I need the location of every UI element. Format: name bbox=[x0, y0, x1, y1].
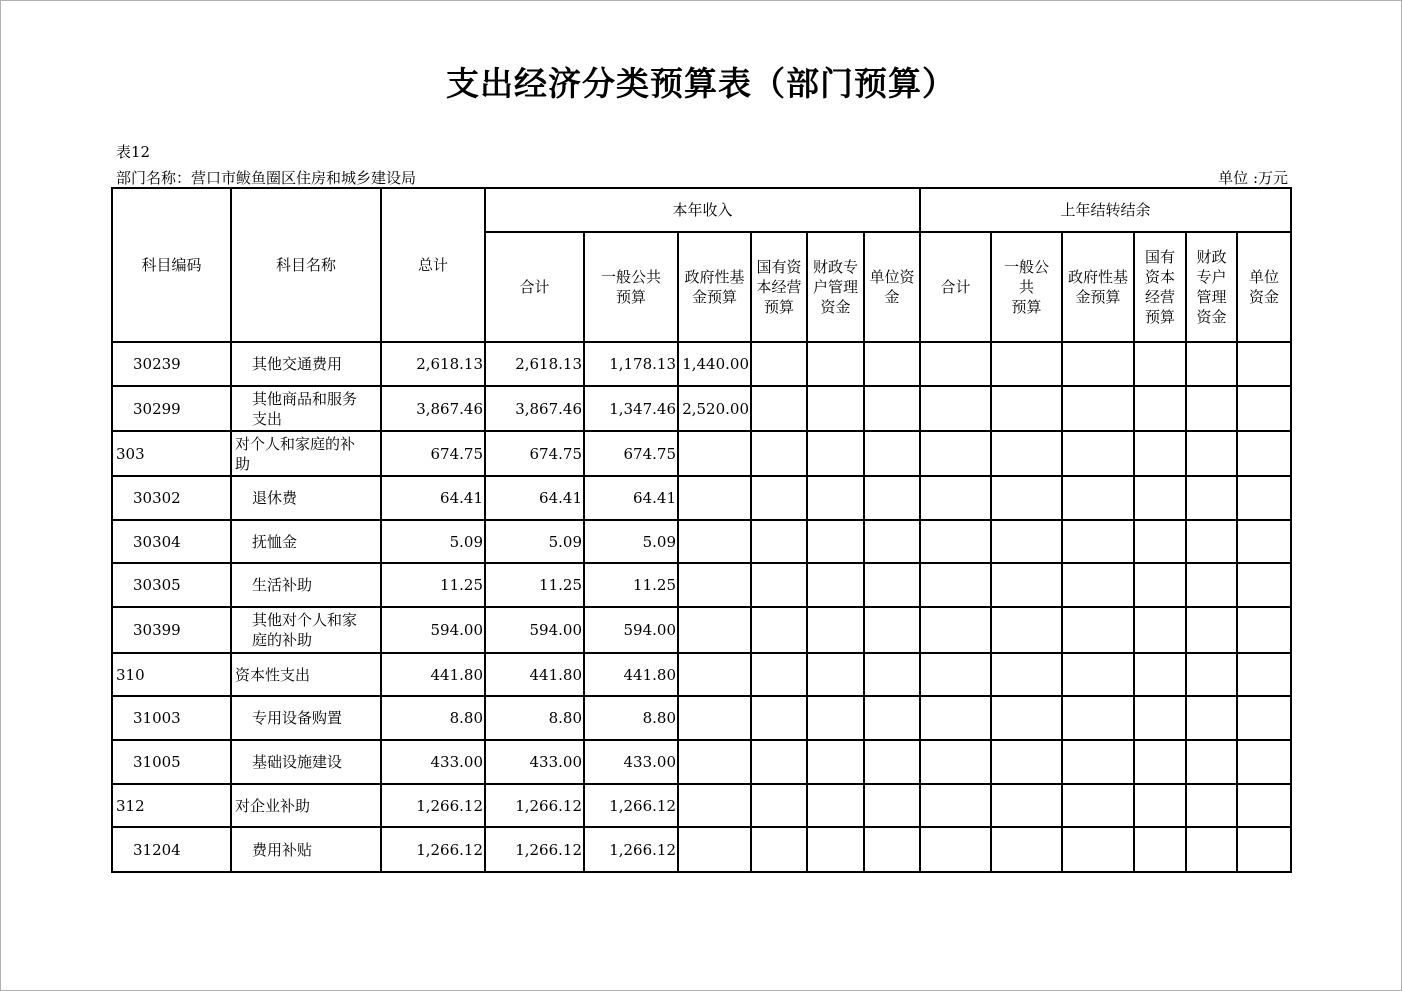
cell-empty bbox=[1237, 784, 1291, 827]
cell-current-fund bbox=[678, 827, 751, 872]
cell-empty bbox=[864, 696, 920, 740]
table-row bbox=[112, 563, 1291, 607]
cell-name: 资本性支出 bbox=[231, 653, 381, 696]
cell-empty bbox=[991, 784, 1062, 827]
cell-empty bbox=[920, 784, 991, 827]
cell-total: 8.80 bbox=[381, 696, 485, 740]
table-row bbox=[112, 607, 1291, 653]
cell-empty bbox=[920, 607, 991, 653]
cell-empty bbox=[1134, 342, 1186, 386]
header-current-year: 本年收入 bbox=[485, 188, 920, 232]
cell-code: 310 bbox=[112, 653, 231, 696]
cell-total: 441.80 bbox=[381, 653, 485, 696]
header-code: 科目编码 bbox=[112, 188, 231, 342]
cell-total: 64.41 bbox=[381, 476, 485, 520]
cell-empty bbox=[1134, 784, 1186, 827]
cell-current-fund bbox=[678, 431, 751, 476]
cell-total: 11.25 bbox=[381, 563, 485, 607]
cell-current-fund bbox=[678, 696, 751, 740]
cell-current-general: 433.00 bbox=[584, 740, 678, 784]
cell-empty bbox=[1186, 653, 1237, 696]
cell-name: 其他交通费用 bbox=[231, 342, 381, 386]
cell-code: 30399 bbox=[112, 607, 231, 653]
cell-name: 其他对个人和家 庭的补助 bbox=[231, 607, 381, 653]
cell-empty bbox=[1186, 563, 1237, 607]
header-prev-col: 财政 专户 管理 资金 bbox=[1186, 232, 1237, 342]
cell-code: 303 bbox=[112, 431, 231, 476]
header-prev-col: 国有 资本 经营 预算 bbox=[1134, 232, 1186, 342]
header-prev-col: 政府性基 金预算 bbox=[1062, 232, 1134, 342]
cell-current-general: 1,347.46 bbox=[584, 386, 678, 431]
cell-empty bbox=[807, 784, 864, 827]
cell-empty bbox=[1237, 386, 1291, 431]
cell-code: 30299 bbox=[112, 386, 231, 431]
cell-empty bbox=[1062, 696, 1134, 740]
cell-empty bbox=[1062, 386, 1134, 431]
cell-empty bbox=[864, 342, 920, 386]
cell-empty bbox=[1134, 740, 1186, 784]
header-current-col: 合计 bbox=[485, 232, 584, 342]
header-current-col: 一般公共 预算 bbox=[584, 232, 678, 342]
cell-empty bbox=[1062, 476, 1134, 520]
header-current-col: 政府性基 金预算 bbox=[678, 232, 751, 342]
cell-current-fund bbox=[678, 653, 751, 696]
cell-empty bbox=[1062, 607, 1134, 653]
cell-empty bbox=[1062, 827, 1134, 872]
cell-empty bbox=[864, 740, 920, 784]
cell-empty bbox=[920, 476, 991, 520]
cell-empty bbox=[1062, 431, 1134, 476]
cell-empty bbox=[864, 563, 920, 607]
cell-empty bbox=[751, 563, 807, 607]
cell-current-total: 433.00 bbox=[485, 740, 584, 784]
cell-empty bbox=[920, 520, 991, 563]
cell-empty bbox=[1134, 563, 1186, 607]
cell-empty bbox=[1134, 607, 1186, 653]
cell-current-general: 64.41 bbox=[584, 476, 678, 520]
cell-empty bbox=[1186, 386, 1237, 431]
cell-current-general: 674.75 bbox=[584, 431, 678, 476]
cell-empty bbox=[751, 740, 807, 784]
cell-empty bbox=[920, 653, 991, 696]
cell-empty bbox=[1237, 476, 1291, 520]
cell-empty bbox=[1134, 696, 1186, 740]
cell-current-fund bbox=[678, 784, 751, 827]
cell-code: 312 bbox=[112, 784, 231, 827]
cell-current-general: 1,178.13 bbox=[584, 342, 678, 386]
cell-empty bbox=[1134, 520, 1186, 563]
cell-empty bbox=[991, 563, 1062, 607]
cell-empty bbox=[1062, 740, 1134, 784]
cell-empty bbox=[991, 386, 1062, 431]
cell-current-total: 64.41 bbox=[485, 476, 584, 520]
budget-table bbox=[111, 187, 1292, 873]
cell-total: 1,266.12 bbox=[381, 827, 485, 872]
table-row bbox=[112, 386, 1291, 431]
cell-empty bbox=[751, 386, 807, 431]
table-row bbox=[112, 784, 1291, 827]
table-number: 表12 bbox=[116, 143, 151, 161]
cell-empty bbox=[1186, 476, 1237, 520]
unit-label: 单位 :万元 bbox=[1218, 169, 1288, 187]
cell-empty bbox=[1237, 607, 1291, 653]
cell-current-total: 674.75 bbox=[485, 431, 584, 476]
cell-empty bbox=[920, 827, 991, 872]
cell-empty bbox=[920, 342, 991, 386]
cell-empty bbox=[864, 386, 920, 431]
cell-current-fund bbox=[678, 607, 751, 653]
cell-current-general: 594.00 bbox=[584, 607, 678, 653]
cell-current-fund bbox=[678, 476, 751, 520]
header-prev-col: 一般公 共 预算 bbox=[991, 232, 1062, 342]
table-row bbox=[112, 696, 1291, 740]
cell-current-general: 5.09 bbox=[584, 520, 678, 563]
cell-empty bbox=[991, 520, 1062, 563]
department-label: 部门名称：营口市鲅鱼圈区住房和城乡建设局 bbox=[116, 169, 417, 187]
cell-name: 对个人和家庭的补 助 bbox=[231, 431, 381, 476]
cell-total: 3,867.46 bbox=[381, 386, 485, 431]
cell-empty bbox=[1186, 696, 1237, 740]
cell-name: 费用补贴 bbox=[231, 827, 381, 872]
cell-empty bbox=[1186, 342, 1237, 386]
cell-current-general: 1,266.12 bbox=[584, 784, 678, 827]
cell-empty bbox=[751, 520, 807, 563]
header-prev-col: 单位 资金 bbox=[1237, 232, 1291, 342]
cell-empty bbox=[807, 607, 864, 653]
cell-empty bbox=[1237, 342, 1291, 386]
cell-total: 433.00 bbox=[381, 740, 485, 784]
header-current-col: 国有资 本经营 预算 bbox=[751, 232, 807, 342]
cell-empty bbox=[1134, 386, 1186, 431]
cell-current-general: 1,266.12 bbox=[584, 827, 678, 872]
cell-empty bbox=[864, 607, 920, 653]
cell-code: 30302 bbox=[112, 476, 231, 520]
cell-total: 2,618.13 bbox=[381, 342, 485, 386]
cell-empty bbox=[864, 431, 920, 476]
cell-empty bbox=[751, 827, 807, 872]
cell-empty bbox=[807, 431, 864, 476]
cell-empty bbox=[920, 696, 991, 740]
cell-name: 专用设备购置 bbox=[231, 696, 381, 740]
cell-empty bbox=[991, 431, 1062, 476]
cell-empty bbox=[920, 431, 991, 476]
cell-empty bbox=[991, 827, 1062, 872]
cell-current-fund bbox=[678, 520, 751, 563]
cell-empty bbox=[991, 696, 1062, 740]
cell-empty bbox=[1062, 784, 1134, 827]
cell-current-total: 1,266.12 bbox=[485, 827, 584, 872]
table-row bbox=[112, 827, 1291, 872]
cell-current-total: 1,266.12 bbox=[485, 784, 584, 827]
cell-name: 抚恤金 bbox=[231, 520, 381, 563]
cell-empty bbox=[920, 563, 991, 607]
cell-empty bbox=[807, 563, 864, 607]
cell-empty bbox=[1237, 563, 1291, 607]
cell-empty bbox=[807, 342, 864, 386]
cell-current-total: 8.80 bbox=[485, 696, 584, 740]
cell-empty bbox=[1062, 653, 1134, 696]
table-row bbox=[112, 740, 1291, 784]
cell-total: 1,266.12 bbox=[381, 784, 485, 827]
header-current-col: 单位资 金 bbox=[864, 232, 920, 342]
cell-name: 其他商品和服务 支出 bbox=[231, 386, 381, 431]
cell-current-general: 8.80 bbox=[584, 696, 678, 740]
cell-empty bbox=[920, 740, 991, 784]
cell-empty bbox=[864, 653, 920, 696]
header-prev-col: 合计 bbox=[920, 232, 991, 342]
table-row bbox=[112, 476, 1291, 520]
cell-current-total: 441.80 bbox=[485, 653, 584, 696]
cell-code: 31204 bbox=[112, 827, 231, 872]
cell-empty bbox=[991, 653, 1062, 696]
cell-empty bbox=[807, 827, 864, 872]
cell-empty bbox=[807, 476, 864, 520]
page-title: 支出经济分类预算表（部门预算） bbox=[446, 64, 956, 103]
cell-current-total: 11.25 bbox=[485, 563, 584, 607]
cell-current-total: 594.00 bbox=[485, 607, 584, 653]
cell-code: 30304 bbox=[112, 520, 231, 563]
cell-empty bbox=[807, 653, 864, 696]
cell-empty bbox=[1062, 520, 1134, 563]
cell-empty bbox=[1062, 563, 1134, 607]
cell-name: 对企业补助 bbox=[231, 784, 381, 827]
cell-current-total: 3,867.46 bbox=[485, 386, 584, 431]
table-row bbox=[112, 653, 1291, 696]
table-row bbox=[112, 342, 1291, 386]
cell-empty bbox=[864, 476, 920, 520]
cell-name: 生活补助 bbox=[231, 563, 381, 607]
cell-empty bbox=[1237, 827, 1291, 872]
cell-current-general: 441.80 bbox=[584, 653, 678, 696]
table-row bbox=[112, 431, 1291, 476]
cell-current-fund: 1,440.00 bbox=[678, 342, 751, 386]
cell-empty bbox=[751, 607, 807, 653]
cell-empty bbox=[1134, 827, 1186, 872]
cell-empty bbox=[751, 342, 807, 386]
cell-code: 30239 bbox=[112, 342, 231, 386]
cell-empty bbox=[751, 476, 807, 520]
cell-empty bbox=[751, 784, 807, 827]
cell-empty bbox=[807, 386, 864, 431]
cell-empty bbox=[920, 386, 991, 431]
cell-current-fund: 2,520.00 bbox=[678, 386, 751, 431]
cell-empty bbox=[1186, 784, 1237, 827]
cell-empty bbox=[1186, 431, 1237, 476]
cell-empty bbox=[864, 784, 920, 827]
cell-empty bbox=[807, 740, 864, 784]
cell-empty bbox=[1134, 431, 1186, 476]
cell-empty bbox=[1237, 431, 1291, 476]
cell-empty bbox=[751, 696, 807, 740]
cell-current-total: 5.09 bbox=[485, 520, 584, 563]
cell-total: 674.75 bbox=[381, 431, 485, 476]
cell-empty bbox=[1186, 740, 1237, 784]
cell-current-general: 11.25 bbox=[584, 563, 678, 607]
table-row bbox=[112, 520, 1291, 563]
header-current-col: 财政专 户管理 资金 bbox=[807, 232, 864, 342]
cell-empty bbox=[807, 520, 864, 563]
cell-current-fund bbox=[678, 740, 751, 784]
cell-empty bbox=[1237, 696, 1291, 740]
cell-empty bbox=[1186, 827, 1237, 872]
cell-empty bbox=[1186, 520, 1237, 563]
cell-empty bbox=[1186, 607, 1237, 653]
cell-empty bbox=[864, 827, 920, 872]
header-total: 总计 bbox=[381, 188, 485, 342]
cell-empty bbox=[751, 653, 807, 696]
cell-name: 基础设施建设 bbox=[231, 740, 381, 784]
header-name: 科目名称 bbox=[231, 188, 381, 342]
cell-empty bbox=[807, 696, 864, 740]
header-prev-year: 上年结转结余 bbox=[920, 188, 1291, 232]
cell-empty bbox=[1237, 653, 1291, 696]
cell-code: 31005 bbox=[112, 740, 231, 784]
cell-code: 31003 bbox=[112, 696, 231, 740]
cell-current-fund bbox=[678, 563, 751, 607]
cell-total: 5.09 bbox=[381, 520, 485, 563]
cell-empty bbox=[991, 342, 1062, 386]
cell-empty bbox=[991, 607, 1062, 653]
cell-empty bbox=[1134, 476, 1186, 520]
cell-code: 30305 bbox=[112, 563, 231, 607]
cell-total: 594.00 bbox=[381, 607, 485, 653]
cell-empty bbox=[991, 740, 1062, 784]
cell-empty bbox=[1134, 653, 1186, 696]
cell-name: 退休费 bbox=[231, 476, 381, 520]
cell-empty bbox=[991, 476, 1062, 520]
cell-empty bbox=[1237, 740, 1291, 784]
cell-empty bbox=[864, 520, 920, 563]
cell-empty bbox=[1062, 342, 1134, 386]
cell-current-total: 2,618.13 bbox=[485, 342, 584, 386]
cell-empty bbox=[751, 431, 807, 476]
cell-empty bbox=[1237, 520, 1291, 563]
